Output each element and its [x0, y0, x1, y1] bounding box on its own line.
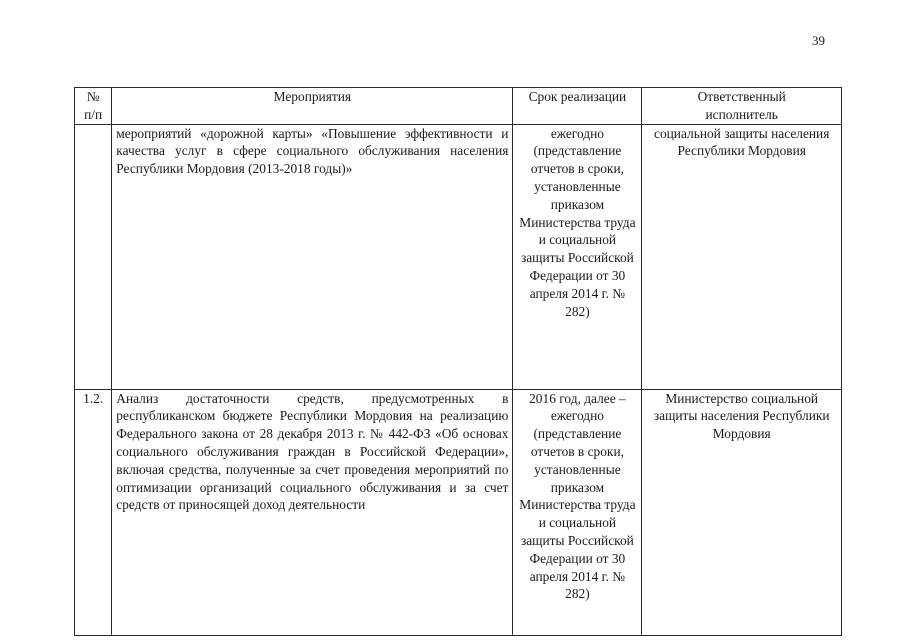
header-number [75, 88, 112, 125]
row-number [75, 124, 112, 389]
row-activity-text: мероприятий «дорожной карты» «Повышение эффективности и качества услуг в сфере социального обслуживания населения Республики Мордовия (2013-2018 годы)» [116, 125, 509, 177]
row-term: 2016 год, далее – ежегодно (представление отчетов в сроки, установленные приказом Министерства труда и социальной защиты Российской Федерации от 30 апреля 2014 г. № 282) [513, 389, 642, 635]
row-responsible: Министерство социальной защиты населения Республики Мордовия [642, 389, 842, 635]
header-number-line2: п/п [84, 106, 103, 122]
header-responsible-line1: Ответственный [697, 89, 786, 104]
row-term: ежегодно (представление отчетов в сроки, установленные приказом Министерства труда и социальной защиты Российской Федерации от 30 апреля 2014 г. № 282) [513, 124, 642, 389]
header-responsible [642, 88, 842, 125]
header-activity: Мероприятия [112, 88, 513, 125]
header-number-line1: № [86, 89, 100, 104]
header-term: Срок реализации [513, 88, 642, 125]
table-body [75, 124, 842, 635]
measures-table [74, 87, 842, 636]
table-header [75, 88, 842, 125]
header-row [75, 88, 842, 125]
table-row [75, 124, 842, 389]
table-row [75, 389, 842, 635]
row-number: 1.2. [75, 389, 112, 635]
header-responsible-line2: исполнитель [705, 106, 778, 122]
page-number: 39 [812, 33, 825, 48]
row-activity [112, 124, 513, 389]
row-activity [112, 389, 513, 635]
row-activity-text: Анализ достаточности средств, предусмотренных в республиканском бюджете Республики Мордовия на реализацию Федерального закона от 28 декабря 2013 г. № 442-ФЗ «Об основах социального обслуживания граждан в Российской Федерации», включая средства, полученные за счет проведения мероприятий по оптимизации организаций социального обслуживания и за счет средств от приносящей доход деятельности [116, 390, 509, 513]
row-responsible: социальной защиты населения Республики Мордовия [642, 124, 842, 389]
